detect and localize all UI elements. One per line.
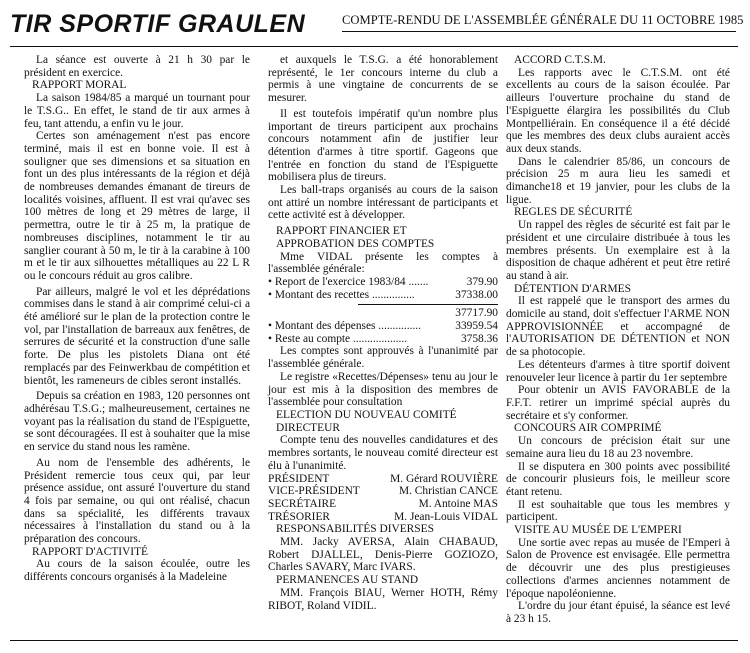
paragraph: Il se disputera en 300 points avec possibilité de concourir plusieurs fois, le meilleur score étant retenu. xyxy=(506,460,730,498)
section-heading-permanences: PERMANENCES AU STAND xyxy=(276,574,419,587)
bottom-rule xyxy=(10,640,738,641)
report-subtitle: COMPTE-RENDU DE L'ASSEMBLÉE GÉNÉRALE DU 11 OCTOBRE 1985 xyxy=(342,13,736,32)
section-heading-responsabilites: RESPONSABILITÉS DIVERSES xyxy=(276,523,434,536)
paragraph: Il est toutefois impératif qu'un nombre plus important de tireurs participent aux prochains concours notamment afin de justifier leur détention d'armes à titre sportif. Gageons que l'entrée en fonction du stand de l'Espiguette mobilisera plus de tireurs. xyxy=(268,107,498,184)
committee-member: M. Jean-Louis VIDAL xyxy=(394,510,498,523)
sum-rule xyxy=(358,304,498,305)
paragraph: Une sortie avec repas au musée de l'Emperi à Salon de Provence est envisagée. Elle permettra de découvrir une des plus prestigieuses collections d'armes anciennes notamment de l'époque napoléonienne. xyxy=(506,536,730,600)
paragraph: Compte tenu des nouvelles candidatures et des membres sortants, le nouveau comité directeur est élu à l'unanimité. xyxy=(268,434,498,472)
paragraph: MM. François BIAU, Werner HOTH, Rémy RIBOT, Roland VIDIL. xyxy=(268,586,498,612)
section-heading-detention: DÉTENTION D'ARMES xyxy=(514,282,631,295)
finance-label: • Reste au compte ................... xyxy=(268,332,408,345)
column-2 xyxy=(268,54,498,612)
finance-value: 37338.00 xyxy=(455,288,498,301)
paragraph: Au cours de la saison écoulée, outre les différents concours organisés à la Madeleine xyxy=(24,558,250,584)
section-heading-approbation: APPROBATION DES COMPTES xyxy=(276,237,435,250)
paragraph: Les ball-traps organisés au cours de la saison ont attiré un nombre intéressant de participants et cette activité est à développer. xyxy=(268,184,498,222)
section-heading-securite: REGLES DE SÉCURITÉ xyxy=(514,206,633,219)
paragraph: Mme VIDAL présente les comptes à l'assemblée générale: xyxy=(268,250,498,276)
club-title: TIR SPORTIF GRAULEN xyxy=(10,10,306,38)
committee-row xyxy=(268,498,498,511)
finance-value: 3758.36 xyxy=(460,332,498,345)
finance-row-reste xyxy=(268,333,498,346)
finance-row-depenses xyxy=(268,320,498,333)
finance-row-total xyxy=(268,307,498,320)
paragraph: et auxquels le T.S.G. a été honorablement représenté, le 1er concours interne du club a permis à une vingtaine de concurrents de se mesurer. xyxy=(268,54,498,105)
paragraph: La séance est ouverte à 21 h 30 par le président en exercice. xyxy=(24,54,250,79)
committee-row xyxy=(268,511,498,524)
committee-role: SECRÉTAIRE xyxy=(268,497,337,510)
section-heading-rapport-moral: RAPPORT MORAL xyxy=(32,79,127,92)
paragraph: Pour obtenir un AVIS FAVORABLE de la F.F.T. retirer un imprimé spécial auprès du secrétaire et s'y conformer. xyxy=(506,384,730,422)
committee-member: M. Gérard ROUVIÈRE xyxy=(390,472,498,485)
committee-role: TRÉSORIER xyxy=(268,510,331,523)
paragraph: Il est rappelé que le transport des armes du domicile au stand, doit s'effectuer l'ARME NON APPROVISIONNÉE et accompagné de l'AUTORISATION DE DÉTENTION et NON de sa photocopie. xyxy=(506,295,730,359)
paragraph: La saison 1984/85 a marqué un tournant pour le T.S.G.. En effet, le stand de tir aux armes à feu, tant attendu, a enfin vu le jour. xyxy=(24,92,250,130)
paragraph: MM. Jacky AVERSA, Alain CHABAUD, Robert DJALLEL, Denis-Pierre GOZIOZO, Charles SAVARY, Marc IVARS. xyxy=(268,536,498,574)
section-heading-visite: VISITE AU MUSÉE DE L'EMPERI xyxy=(514,524,682,537)
section-heading-directeur: DIRECTEUR xyxy=(276,421,340,434)
committee-row xyxy=(268,485,498,498)
committee-member: M. Antoine MAS xyxy=(418,497,498,510)
paragraph: Il est souhaitable que tous les membres y participent. xyxy=(506,498,730,524)
section-heading-concours-air: CONCOURS AIR COMPRIMÉ xyxy=(514,422,662,435)
section-heading-accord: ACCORD C.T.S.M. xyxy=(514,54,606,66)
paragraph: Au nom de l'ensemble des adhérents, le Président remercie tous ceux qui, par leur présence assidue, ont assuré l'ouverture du stand 4 fois par semaine, ou qui ont réalisé, chacun dans sa spécialité, les différents travaux nécessaires à l'installation du stand ou à la préparation des concours. xyxy=(24,456,250,546)
committee-row xyxy=(268,473,498,486)
section-heading-rapport-activite: RAPPORT D'ACTIVITÉ xyxy=(32,545,149,558)
finance-value: 379.90 xyxy=(466,275,498,288)
column-1 xyxy=(24,54,250,584)
paragraph: Un concours de précision était sur une semaine aura lieu du 18 au 23 novembre. xyxy=(506,435,730,460)
section-heading-election: ELECTION DU NOUVEAU COMITÉ xyxy=(276,408,457,421)
column-3 xyxy=(506,54,730,626)
section-heading-rapport-financier: RAPPORT FINANCIER ET xyxy=(276,225,407,238)
finance-label: • Montant des recettes ............... xyxy=(268,288,415,301)
finance-value: 33959.54 xyxy=(455,320,498,333)
finance-label: • Montant des dépenses ............... xyxy=(268,320,421,333)
paragraph: Un rappel des règles de sécurité est fait par le président et une circulaire distribuée à tous les membres présents. Un exemplaire est à la disposition de chaque adhérent et peut être retiré au stand à air. xyxy=(506,219,730,282)
committee-role: VICE-PRÉSIDENT xyxy=(268,485,360,498)
paragraph: Depuis sa création en 1983, 120 personnes ont adhérésau T.S.G.; malheureusement, certaines ne voyant pas la réalisation du stand de l'Espiguette, se sont découragées. Il est à souhaiter que la mise en service du stand nous les ramène. xyxy=(24,390,250,454)
committee-member: M. Christian CANCE xyxy=(398,485,498,498)
paragraph: Le registre «Recettes/Dépenses» tenu au jour le jour est mis à la disposition des membres de l'assemblée pour consultation xyxy=(268,370,498,409)
paragraph: Par ailleurs, malgré le vol et les déprédations commises dans le stand à air comprimé celui-ci a été amélioré sur le plan de la protection contre le vol, par l'installation de barreaux aux fenêtres, de serrures de sécurité et la construction d'une salle forte. De plus les pistolets Diana ont été remplacés par des Feinwerkbau de compétition et bientôt, les rameneurs de cibles seront installés. xyxy=(24,285,250,387)
paragraph: Les comptes sont approuvés à l'unanimité par l'assemblée générale. xyxy=(268,345,498,371)
finance-label: • Report de l'exercice 1983/84 ....... xyxy=(268,275,429,288)
finance-row-report xyxy=(268,276,498,289)
paragraph: Les rapports avec le C.T.S.M. ont été excellents au cours de la saison écoulée. Par ailleurs l'ouverture prochaine du stand de l'Espiguette élargira les possibilités du Club Montpelliérain. En conséquence il a été décidé que les membres des deux clubs auraient accès aux deux stands. xyxy=(506,66,730,155)
committee-role: PRÉSIDENT xyxy=(268,472,330,485)
top-rule xyxy=(10,46,738,47)
paragraph: L'ordre du jour étant épuisé, la séance est levé à 23 h 15. xyxy=(506,600,730,625)
header xyxy=(10,10,744,44)
paragraph: Les détenteurs d'armes à titre sportif doivent renouveler leur licence à partir du 1er septembre xyxy=(506,358,730,384)
finance-row-recettes xyxy=(268,289,498,302)
finance-total-value: 37717.90 xyxy=(455,307,498,320)
paragraph: Certes son aménagement n'est pas encore terminé, mais il est en bonne voie. Il est à souligner que ses dimensions et sa situation en font un des plus intéressants de la région et déjà de nombreuses demandes émanant de tireurs de localités voisines, affluent. Il est vrai qu'avec ses 100 mètres de long et 29 mètres de large, il permettra, outre le tir à 25 m, la pratique de nombreuses disciplines, notamment le tir au sanglier courant à 50 m, le tir à la carabine à 100 m et le tir aux silhouettes métalliques au 22 L R ou le concours réduit au gros calibre. xyxy=(24,130,250,282)
paragraph: Dans le calendrier 85/86, un concours de précision 25 m aura lieu les samedi et dimanche18 et 19 janvier, pour les clubs de la ligue. xyxy=(506,155,730,206)
